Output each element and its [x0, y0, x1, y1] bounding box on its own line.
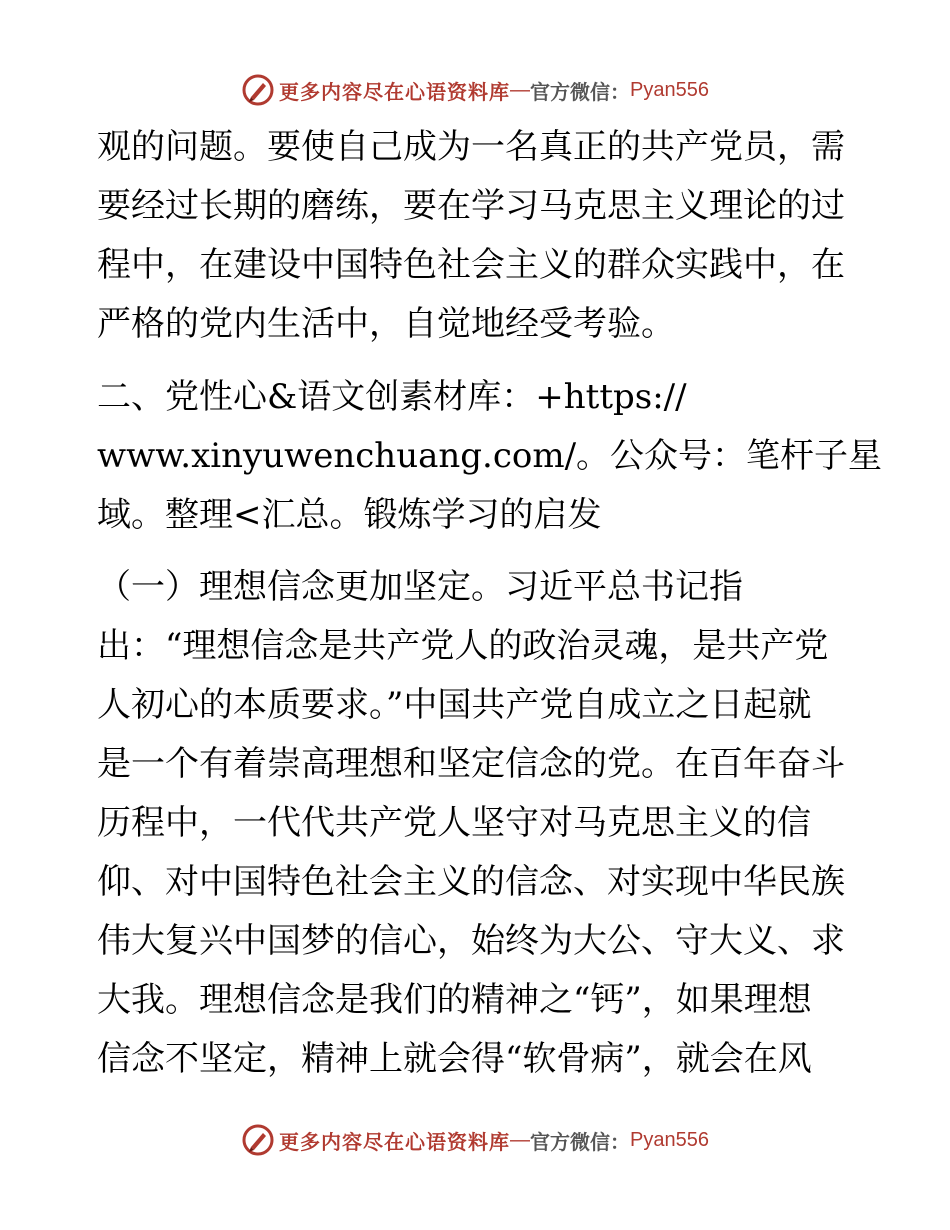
- text-line: www.xinyuwenchuang.com/。公众号：笔杆子星: [97, 436, 883, 476]
- pen-logo-icon: [241, 1123, 275, 1157]
- text-line: 出：“理想信念是共产党人的政治灵魂，是共产党: [97, 626, 829, 666]
- watermark-label: 官方微信：: [530, 79, 631, 104]
- watermark-brand: 更多内容尽在心语资料库: [279, 1129, 511, 1154]
- subsection-heading: （一）理想信念更加坚定。习近平总书记指: [97, 567, 743, 607]
- text-line: 人初心的本质要求。”中国共产党自成立之日起就: [97, 685, 812, 725]
- text-line: 伟大复兴中国梦的信心，始终为大公、守大义、求: [97, 921, 845, 961]
- text-line: 观的问题。要使自己成为一名真正的共产党员，需: [97, 127, 845, 167]
- text-line: 是一个有着崇高理想和坚定信念的党。在百年奋斗: [97, 744, 845, 784]
- text-line: 大我。理想信念是我们的精神之“钙”，如果理想: [97, 980, 812, 1020]
- text-line: 信念不坚定，精神上就会得“软骨病”，就会在风: [97, 1039, 812, 1079]
- text-line: 严格的党内生活中，自觉地经受考验。: [97, 304, 675, 344]
- text-line: 程中，在建设中国特色社会主义的群众实践中，在: [97, 245, 845, 285]
- header-watermark: [0, 70, 950, 110]
- text-line: 要经过长期的磨练，要在学习马克思主义理论的过: [97, 186, 845, 226]
- watermark-separator: —: [510, 78, 531, 101]
- text-line: 仰、对中国特色社会主义的信念、对实现中华民族: [97, 862, 845, 902]
- text-line: 域。整理<汇总。锻炼学习的启发: [97, 495, 602, 535]
- footer-watermark: [0, 1120, 950, 1160]
- watermark-wechat-id: Pyan556: [630, 1128, 709, 1151]
- watermark-brand: 更多内容尽在心语资料库: [279, 79, 511, 104]
- watermark-label: 官方微信：: [530, 1129, 631, 1154]
- text-line: 历程中，一代代共产党人坚守对马克思主义的信: [97, 803, 811, 843]
- section-heading: 二、党性心&语文创素材库：+https://: [97, 377, 687, 417]
- watermark-wechat-id: Pyan556: [630, 78, 709, 101]
- pen-logo-icon: [241, 73, 275, 107]
- watermark-separator: —: [510, 1128, 531, 1151]
